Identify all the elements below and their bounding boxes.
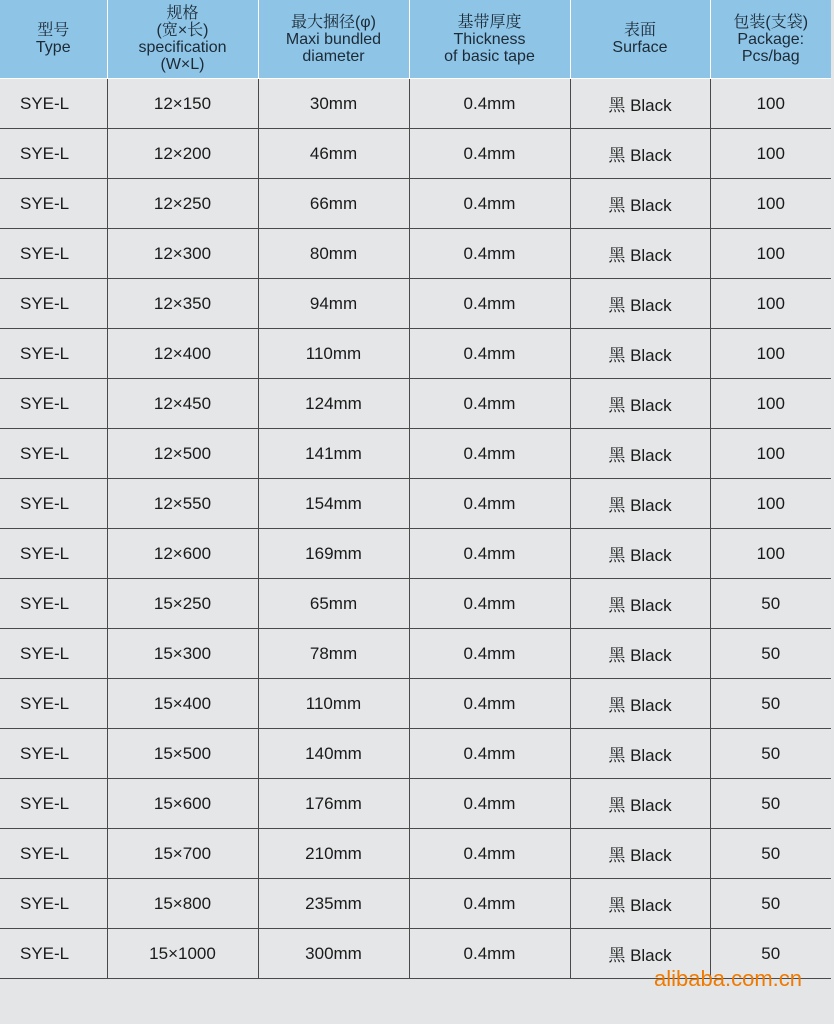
cell-tape-thickness: 0.4mm <box>409 229 570 279</box>
cell-max-bundled-diameter: 80mm <box>258 229 409 279</box>
cell-tape-thickness: 0.4mm <box>409 429 570 479</box>
cell-specification: 12×450 <box>107 379 258 429</box>
cell-max-bundled-diameter: 300mm <box>258 929 409 979</box>
cell-type: SYE-L <box>0 629 107 679</box>
column-header-line: 基带厚度 <box>457 13 522 31</box>
cell-max-bundled-diameter: 110mm <box>258 329 409 379</box>
column-header-tape-thickness <box>409 0 570 79</box>
table-header <box>0 0 831 79</box>
cell-package: 100 <box>710 379 831 429</box>
cell-package: 100 <box>710 129 831 179</box>
cell-type: SYE-L <box>0 679 107 729</box>
cell-type: SYE-L <box>0 79 107 129</box>
cell-specification: 12×300 <box>107 229 258 279</box>
cell-tape-thickness: 0.4mm <box>409 129 570 179</box>
cell-package: 50 <box>710 779 831 829</box>
cell-surface: 黑 Black <box>570 179 710 229</box>
table-row <box>0 79 831 129</box>
cell-type: SYE-L <box>0 129 107 179</box>
cell-tape-thickness: 0.4mm <box>409 329 570 379</box>
cell-tape-thickness: 0.4mm <box>409 279 570 329</box>
cell-tape-thickness: 0.4mm <box>409 629 570 679</box>
cell-package: 50 <box>710 679 831 729</box>
column-header-line: Surface <box>612 39 668 56</box>
table-body <box>0 79 831 979</box>
cell-package: 100 <box>710 329 831 379</box>
table-row <box>0 179 831 229</box>
cell-surface: 黑 Black <box>570 679 710 729</box>
cell-max-bundled-diameter: 141mm <box>258 429 409 479</box>
cell-package: 100 <box>710 479 831 529</box>
cell-max-bundled-diameter: 46mm <box>258 129 409 179</box>
cell-tape-thickness: 0.4mm <box>409 529 570 579</box>
cell-max-bundled-diameter: 210mm <box>258 829 409 879</box>
cell-surface: 黑 Black <box>570 79 710 129</box>
cell-tape-thickness: 0.4mm <box>409 379 570 429</box>
column-header-line: 包装(支袋) <box>733 13 809 31</box>
table-row <box>0 129 831 179</box>
cell-package: 100 <box>710 79 831 129</box>
cell-specification: 15×800 <box>107 879 258 929</box>
cell-specification: 15×400 <box>107 679 258 729</box>
table-row <box>0 579 831 629</box>
column-header-line: diameter <box>302 47 365 65</box>
table-row <box>0 679 831 729</box>
cell-tape-thickness: 0.4mm <box>409 179 570 229</box>
cell-surface: 黑 Black <box>570 429 710 479</box>
cell-type: SYE-L <box>0 879 107 929</box>
cell-surface: 黑 Black <box>570 879 710 929</box>
cell-tape-thickness: 0.4mm <box>409 929 570 979</box>
cell-tape-thickness: 0.4mm <box>409 779 570 829</box>
cell-surface: 黑 Black <box>570 279 710 329</box>
cell-surface: 黑 Black <box>570 929 710 979</box>
cell-tape-thickness: 0.4mm <box>409 879 570 929</box>
table-row <box>0 879 831 929</box>
cell-package: 100 <box>710 279 831 329</box>
cell-specification: 12×200 <box>107 129 258 179</box>
cell-type: SYE-L <box>0 379 107 429</box>
table-row <box>0 479 831 529</box>
cell-surface: 黑 Black <box>570 479 710 529</box>
cell-max-bundled-diameter: 94mm <box>258 279 409 329</box>
cell-surface: 黑 Black <box>570 629 710 679</box>
cell-max-bundled-diameter: 66mm <box>258 179 409 229</box>
cell-surface: 黑 Black <box>570 129 710 179</box>
column-header-line: 型号 <box>37 22 70 39</box>
table-row <box>0 829 831 879</box>
cell-specification: 15×300 <box>107 629 258 679</box>
column-header-specification <box>107 0 258 79</box>
cell-surface: 黑 Black <box>570 729 710 779</box>
cell-surface: 黑 Black <box>570 829 710 879</box>
cell-type: SYE-L <box>0 729 107 779</box>
table-row <box>0 379 831 429</box>
cell-type: SYE-L <box>0 829 107 879</box>
column-header-line: 最大捆径(φ) <box>290 13 377 31</box>
cell-specification: 12×250 <box>107 179 258 229</box>
column-header-line: (宽×长) <box>156 22 209 39</box>
column-header-max-bundled-diameter <box>258 0 409 79</box>
column-header-line: Package: <box>737 30 805 48</box>
table-row <box>0 429 831 479</box>
cell-specification: 12×500 <box>107 429 258 479</box>
table-row <box>0 529 831 579</box>
cell-surface: 黑 Black <box>570 779 710 829</box>
cell-package: 50 <box>710 729 831 779</box>
column-header-surface <box>570 0 710 79</box>
cell-package: 100 <box>710 179 831 229</box>
cell-type: SYE-L <box>0 779 107 829</box>
cell-specification: 12×550 <box>107 479 258 529</box>
cell-specification: 12×400 <box>107 329 258 379</box>
cell-type: SYE-L <box>0 279 107 329</box>
cell-specification: 12×350 <box>107 279 258 329</box>
cell-specification: 12×600 <box>107 529 258 579</box>
cell-max-bundled-diameter: 140mm <box>258 729 409 779</box>
column-header-line: 表面 <box>623 22 656 39</box>
table-row <box>0 629 831 679</box>
table-row <box>0 779 831 829</box>
cell-type: SYE-L <box>0 529 107 579</box>
cell-tape-thickness: 0.4mm <box>409 579 570 629</box>
column-header-line: 规格 <box>166 5 199 22</box>
cell-tape-thickness: 0.4mm <box>409 79 570 129</box>
cell-type: SYE-L <box>0 579 107 629</box>
cell-specification: 12×150 <box>107 79 258 129</box>
cell-tape-thickness: 0.4mm <box>409 829 570 879</box>
cell-package: 50 <box>710 579 831 629</box>
cell-surface: 黑 Black <box>570 229 710 279</box>
table-row <box>0 229 831 279</box>
cell-specification: 15×700 <box>107 829 258 879</box>
cell-tape-thickness: 0.4mm <box>409 729 570 779</box>
cell-tape-thickness: 0.4mm <box>409 479 570 529</box>
cell-type: SYE-L <box>0 229 107 279</box>
cell-type: SYE-L <box>0 479 107 529</box>
cell-max-bundled-diameter: 110mm <box>258 679 409 729</box>
cell-package: 50 <box>710 829 831 879</box>
column-header-line: (W×L) <box>160 56 205 73</box>
cell-max-bundled-diameter: 169mm <box>258 529 409 579</box>
cell-specification: 15×250 <box>107 579 258 629</box>
cell-package: 50 <box>710 929 831 979</box>
cell-max-bundled-diameter: 235mm <box>258 879 409 929</box>
cell-package: 100 <box>710 429 831 479</box>
cell-specification: 15×500 <box>107 729 258 779</box>
cell-surface: 黑 Black <box>570 329 710 379</box>
column-header-package <box>710 0 831 79</box>
table-row <box>0 329 831 379</box>
cell-surface: 黑 Black <box>570 579 710 629</box>
cell-type: SYE-L <box>0 429 107 479</box>
cell-max-bundled-diameter: 124mm <box>258 379 409 429</box>
column-header-line: specification <box>138 39 227 56</box>
cell-max-bundled-diameter: 154mm <box>258 479 409 529</box>
column-header-line: Maxi bundled <box>285 30 382 48</box>
cell-specification: 15×1000 <box>107 929 258 979</box>
column-header-type <box>0 0 107 79</box>
cell-max-bundled-diameter: 78mm <box>258 629 409 679</box>
cell-max-bundled-diameter: 176mm <box>258 779 409 829</box>
cell-package: 50 <box>710 629 831 679</box>
cell-package: 50 <box>710 879 831 929</box>
cell-type: SYE-L <box>0 929 107 979</box>
cell-type: SYE-L <box>0 329 107 379</box>
cell-max-bundled-diameter: 65mm <box>258 579 409 629</box>
cell-type: SYE-L <box>0 179 107 229</box>
cell-surface: 黑 Black <box>570 529 710 579</box>
table-row <box>0 279 831 329</box>
cell-package: 100 <box>710 229 831 279</box>
column-header-line: of basic tape <box>444 47 535 65</box>
cell-tape-thickness: 0.4mm <box>409 679 570 729</box>
site-watermark: alibaba.com.cn <box>654 966 802 991</box>
cell-package: 100 <box>710 529 831 579</box>
cell-specification: 15×600 <box>107 779 258 829</box>
cell-surface: 黑 Black <box>570 379 710 429</box>
cell-max-bundled-diameter: 30mm <box>258 79 409 129</box>
column-header-line: Pcs/bag <box>741 47 800 65</box>
header-row <box>0 0 831 79</box>
table-row <box>0 729 831 779</box>
column-header-line: Thickness <box>453 30 526 48</box>
column-header-line: Type <box>35 39 71 56</box>
